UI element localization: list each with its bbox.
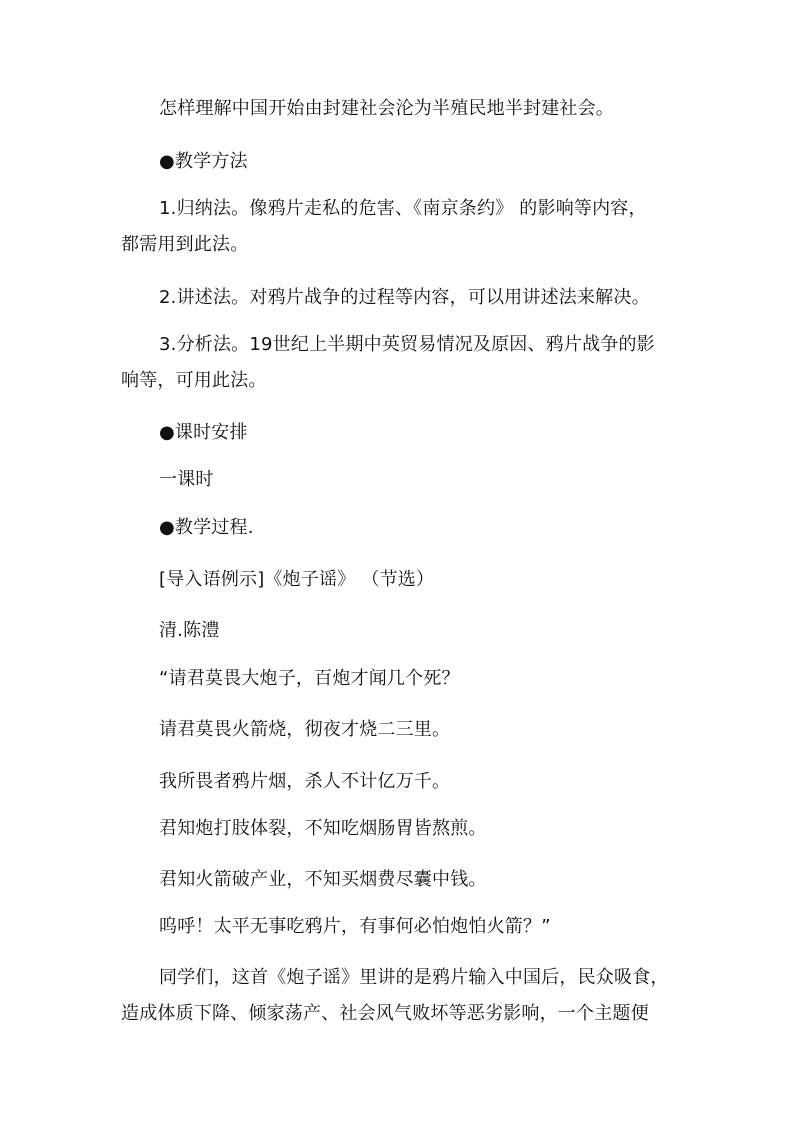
intro-line: 怎样理解中国开始由封建社会沦为半殖民地半封建社会。: [159, 98, 614, 119]
poem-author: 清.陈澧: [159, 620, 220, 641]
method-2: 2.讲述法。对鸦片战争的过程等内容，可以用讲述法来解决。: [159, 287, 650, 308]
class-schedule-value: 一课时: [159, 469, 214, 490]
intro-example: [导入语例示]《炮子谣》 （节选）: [159, 569, 435, 590]
poem-line: 君知炮打肢体裂，不知吃烟肠胃皆熬煎。: [159, 818, 487, 839]
poem-line: 我所畏者鸦片烟，杀人不计亿万千。: [159, 771, 451, 792]
method-1-line-2: 都需用到此法。: [121, 234, 249, 255]
heading-teaching-methods: ●教学方法: [159, 151, 248, 172]
poem-line: “请君莫畏大炮子，百炮才闻几个死？: [159, 668, 460, 689]
method-3-line-2: 响等，可用此法。: [121, 370, 267, 391]
method-3-line-1: 3.分析法。19世纪上半期中英贸易情况及原因、鸦片战争的影: [159, 334, 655, 355]
method-1-line-1: 1.归纳法。像鸦片走私的危害、《南京条约》 的影响等内容，: [159, 198, 647, 219]
heading-teaching-process: ●教学过程.: [159, 517, 254, 538]
poem-line: 请君莫畏火箭烧，彻夜才烧二三里。: [159, 719, 451, 740]
closing-paragraph-line-1: 同学们，这首《炮子谣》里讲的是鸦片输入中国后，民众吸食，: [159, 967, 669, 988]
poem-line: 呜呼！太平无事吃鸦片，有事何必怕炮怕火箭？”: [159, 916, 551, 937]
poem-line: 君知火箭破产业，不知买烟费尽囊中钱。: [159, 869, 487, 890]
closing-paragraph-line-2: 造成体质下降、倾家荡产、社会风气败坏等恶劣影响，一个主题便: [121, 1003, 649, 1024]
heading-class-schedule: ●课时安排: [159, 422, 248, 443]
